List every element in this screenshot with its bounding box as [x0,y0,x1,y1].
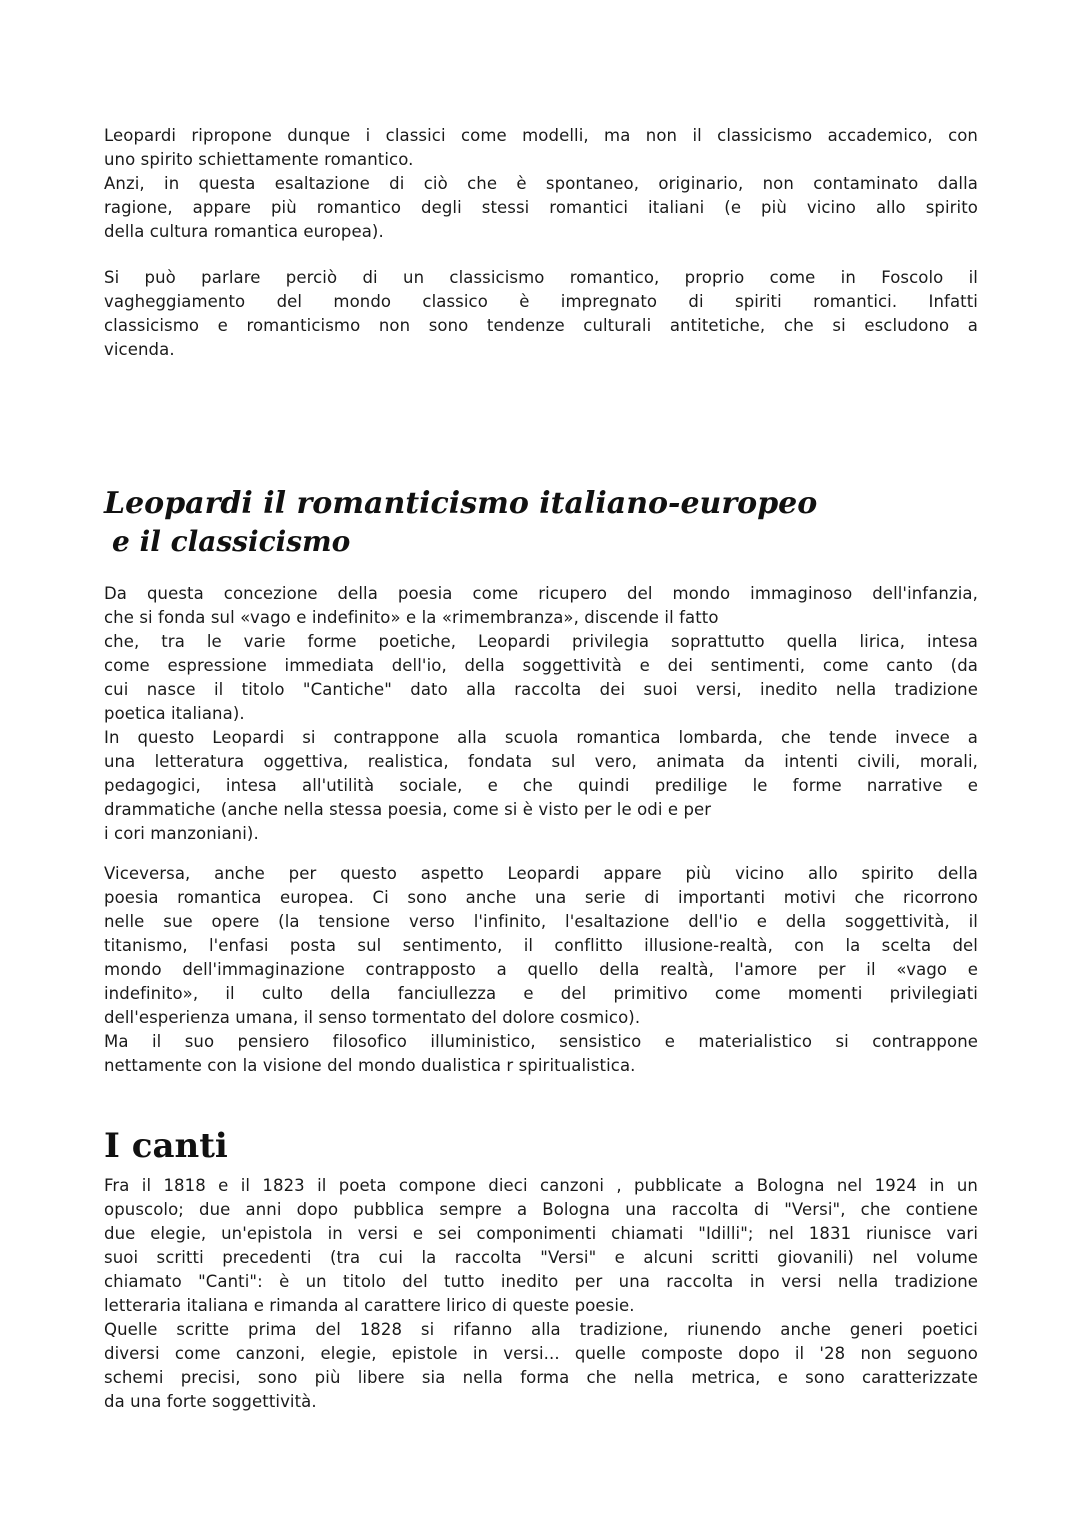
text-line: nettamente con la visione del mondo dualistica r spiritualistica. [104,1056,636,1075]
text-line: Quelle scritte prima del 1828 si rifanno alla tradizione, riunendo anche generi poetici [104,1320,978,1339]
paragraph [104,582,978,846]
heading-line: Leopardi il romanticismo italiano-europeo [104,486,818,521]
text-line: da una forte soggettività. [104,1392,317,1411]
text-line: pedagogici, intesa all'utilità sociale, e che quindi predilige le forme narrative e [104,776,978,795]
text-line: Anzi, in questa esaltazione di ciò che è spontaneo, originario, non contaminato dalla [104,174,978,193]
text-line: titanismo, l'enfasi posta sul sentimento, il conflitto illusione-realtà, con la scelta del [104,936,978,955]
paragraph [104,266,978,362]
text-line: Si può parlare perciò di un classicismo romantico, proprio come in Foscolo il [104,268,978,287]
text-line: Leopardi ripropone dunque i classici come modelli, ma non il classicismo accademico, con [104,126,978,145]
text-line: della cultura romantica europea). [104,222,384,241]
paragraph [104,862,978,1078]
paragraph [104,1174,978,1414]
text-line: chiamato "Canti": è un titolo del tutto inedito per una raccolta in versi nella tradizione [104,1272,978,1291]
text-line: schemi precisi, sono più libere sia nella forma che nella metrica, e sono caratterizzate [104,1368,978,1387]
text-line: cui nasce il titolo "Cantiche" dato alla raccolta dei suoi versi, inedito nella tradizione [104,680,978,699]
heading-line: e il classicismo [112,525,351,558]
heading-line: I canti [104,1126,228,1166]
text-line: ragione, appare più romantico degli stessi romantici italiani (e più vicino allo spirito [104,198,978,217]
text-line: vicenda. [104,340,175,359]
text-line: diversi come canzoni, elegie, epistole in versi... quelle composte dopo il '28 non seguono [104,1344,978,1363]
section-heading [104,484,978,560]
text-line: Da questa concezione della poesia come ricupero del mondo immaginoso dell'infanzia, [104,584,978,603]
text-line: Viceversa, anche per questo aspetto Leopardi appare più vicino allo spirito della [104,864,978,883]
text-line: drammatiche (anche nella stessa poesia, come si è visto per le odi e per [104,800,712,819]
text-line: classicismo e romanticismo non sono tendenze culturali antitetiche, che si escludono a [104,316,978,335]
section-heading [104,1124,978,1168]
text-line: Ma il suo pensiero filosofico illuministico, sensistico e materialistico si contrappone [104,1032,978,1051]
paragraph [104,124,978,244]
text-line: vagheggiamento del mondo classico è impregnato di spiriti romantici. Infatti [104,292,978,311]
text-line: dell'esperienza umana, il senso tormentato del dolore cosmico). [104,1008,641,1027]
text-line: uno spirito schiettamente romantico. [104,150,414,169]
text-line: che, tra le varie forme poetiche, Leopardi privilegia soprattutto quella lirica, intesa [104,632,978,651]
text-line: che si fonda sul «vago e indefinito» e la «rimembranza», discende il fatto [104,608,719,627]
text-line: indefinito», il culto della fanciullezza e del primitivo come momenti privilegiati [104,984,978,1003]
text-line: mondo dell'immaginazione contrapposto a quello della realtà, l'amore per il «vago e [104,960,978,979]
text-line: i cori manzoniani). [104,824,259,843]
text-line: Fra il 1818 e il 1823 il poeta compone dieci canzoni , pubblicate a Bologna nel 1924 in un [104,1176,978,1195]
text-line: poesia romantica europea. Ci sono anche una serie di importanti motivi che ricorrono [104,888,978,907]
text-line: opuscolo; due anni dopo pubblica sempre a Bologna una raccolta di "Versi", che contiene [104,1200,978,1219]
text-line: In questo Leopardi si contrappone alla scuola romantica lombarda, che tende invece a [104,728,978,747]
text-line: nelle sue opere (la tensione verso l'infinito, l'esaltazione dell'io e della soggettività, il [104,912,978,931]
text-line: letteraria italiana e rimanda al carattere lirico di queste poesie. [104,1296,635,1315]
text-line: come espressione immediata dell'io, della soggettività e dei sentimenti, come canto (da [104,656,978,675]
text-line: una letteratura oggettiva, realistica, fondata sul vero, animata da intenti civili, morali, [104,752,978,771]
text-line: suoi scritti precedenti (tra cui la raccolta "Versi" e alcuni scritti giovanili) nel volume [104,1248,978,1267]
text-line: due elegie, un'epistola in versi e sei componimenti chiamati "Idilli"; nel 1831 riunisce vari [104,1224,978,1243]
text-line: poetica italiana). [104,704,245,723]
